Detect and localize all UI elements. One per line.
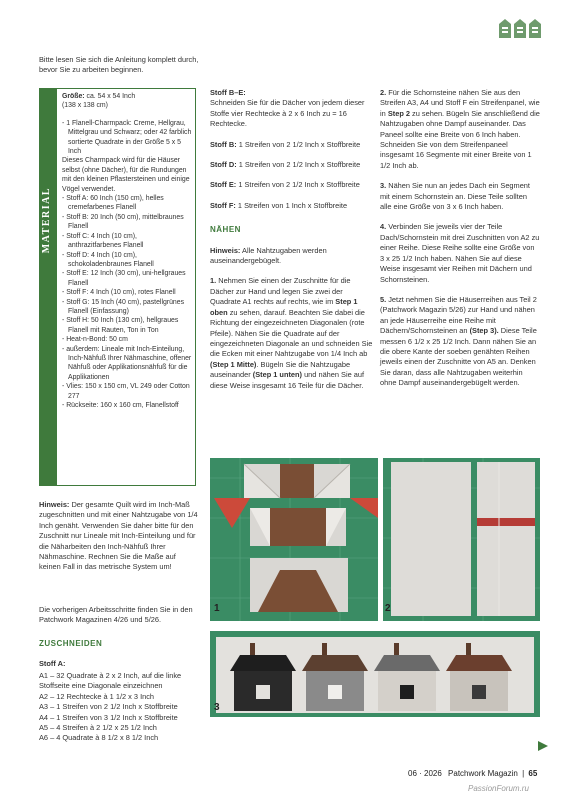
stoff-d-text: 1 Streifen von 2 1/2 Inch x Stoffbreite (236, 160, 361, 170)
material-item: - Stoff B: 20 Inch (50 cm), mittelbraunes Flanell (62, 213, 184, 231)
step-4-number: 4. (380, 222, 387, 232)
step-1-text: zu sehen, darauf. Beachten Sie dabei die Richtung der eingezeichneten Diagonalen (rote Pfeile). Nähen Sie die Quadrate auf der eingezeichneten Diagonale an und schneiden Sie die Ecken mit einer Nahtzugabe von 1/4 Inch ab (210, 307, 373, 359)
material-item: - 1 Flanell-Charmpack: Creme, Hellgrau, Mittelgrau und Schwarz; oder 42 farblich sortierte Quadrate in der Größe 5 x 5 Inch (62, 119, 192, 156)
stoff-e-line (210, 180, 373, 190)
step-1-text: . Bügeln Sie die Nahtzugabe auseinander (210, 359, 351, 380)
material-item: - Rückseite: 160 x 160 cm, Flanellstoff (62, 402, 179, 409)
naehen-hinweis (210, 246, 373, 267)
step-2-photo (383, 458, 540, 621)
page-footer (408, 769, 537, 779)
step-1-ref: (Step 1 Mitte) (210, 359, 257, 369)
step-2-text: Für die Schornsteine nähen Sie aus den Streifen A3, A4 und Stoff F ein Streifenpanel, wie in (380, 88, 540, 118)
stoff-e-text: 1 Streifen von 2 1/2 Inch x Stoffbreite (236, 180, 360, 190)
stoff-e-label: Stoff E: (210, 180, 237, 190)
material-item: - Heat-n-Bond: 50 cm (62, 336, 128, 344)
stoff-be-label: Stoff B–E: (210, 88, 246, 97)
step-5-text: Diese Teile messen 6 1/2 x 25 1/2 Inch. Dann nähen Sie an die obere Kante der soeben genähten Reihen jeweils einen der Zuschnitte von A5 an. Denken Sie daran, dass alle Nahtzugaben weiterhin ohne Dampf auseinandergebügelt werden. (380, 326, 537, 388)
next-page-arrow-icon[interactable] (537, 740, 549, 752)
step-1-text: Nehmen Sie einen der Zuschnitte für die Dächer zur Hand und legen Sie zwei der Quadrate A1 rechts auf rechts, wie im (210, 276, 351, 307)
house-logo-icon (498, 17, 542, 39)
photo-1-number: 1 (214, 603, 220, 614)
column-2 (210, 88, 373, 391)
stoff-d-label: Stoff D: (210, 160, 237, 170)
naehen-heading: NÄHEN (210, 225, 241, 235)
material-item: - Stoff C: 4 Inch (10 cm), anthrazitfarbenes Flanell (62, 232, 144, 250)
step-1-photo (210, 458, 378, 621)
step-3-number: 3. (380, 181, 387, 191)
step-2-number: 2. (380, 88, 387, 97)
cutting-list (39, 671, 199, 744)
stoff-b-label: Stoff B: (210, 139, 237, 149)
naehen-hinweis-text: Alle Nahtzugaben werden auseinandergebügelt. (210, 245, 327, 266)
column-3 (380, 88, 540, 389)
step-5-ref: (Step 3). (469, 326, 499, 336)
naehen-hinweis-label: Hinweis: (210, 245, 241, 255)
step-3-text: Nähen Sie nun an jedes Dach ein Segment mit einem Schornstein an. Diese Teile sollten alle eine Größe von 3 x 6 Inch haben. (380, 181, 530, 212)
step-1-number: 1. (210, 276, 217, 286)
material-box (39, 88, 196, 486)
previous-issues-note: Die vorherigen Arbeitsschritte finden Sie in den Patchwork Magazinen 4/26 und 5/26. (39, 605, 193, 625)
material-item: - Vlies: 150 x 150 cm, VL 249 oder Cotton 277 (62, 383, 190, 400)
size-label: Größe: (62, 93, 85, 100)
intro-text: Bitte lesen Sie sich die Anleitung komplett durch, bevor Sie zu arbeiten beginnen. (39, 55, 199, 75)
material-band (40, 89, 57, 485)
footer-separator: | (522, 769, 525, 778)
step-5-text: Jetzt nehmen Sie die Häuserreihen aus Teil 2 (Patchwork Magazin 5/26) zur Hand und nähen an jede Häuserreihe eine Reihe mit Dächern/Schornsteinen an (380, 294, 537, 336)
material-item: Dieses Charmpack wird für die Häuser selbst (ohne Dächer), für die Rundungen mit den kleinen Pflastersteinen und einige Vögel verwendet. (62, 157, 190, 193)
step-1-ref: Step 1 oben (210, 297, 358, 317)
stoff-f-text: 1 Streifen von 1 Inch x Stoffbreite (235, 200, 348, 210)
step-3-paragraph (380, 181, 540, 212)
cutting-line: A6 – 4 Quadrate à 8 1/2 x 8 1/2 Inch (39, 733, 159, 743)
step-1-paragraph (210, 276, 373, 390)
material-item: - außerdem: Lineale mit Inch-Einteilung, Inch-Nähfuß Ihrer Nähmaschine, offener Nähfuß oder Applikationsnähfuß für die Applikationen (62, 345, 192, 381)
cutting-line: A5 – 4 Streifen à 2 1/2 x 25 1/2 Inch (39, 723, 157, 733)
step-2-paragraph (380, 88, 540, 171)
stoff-f-label: Stoff F: (210, 200, 236, 210)
photo-3-number: 3 (214, 702, 220, 713)
zuschneiden-heading: ZUSCHNEIDEN (39, 639, 103, 648)
step-4-paragraph (380, 222, 540, 284)
magazine-name: Patchwork Magazin (448, 769, 518, 778)
cutting-line: A3 – 1 Streifen von 2 1/2 Inch x Stoffbreite (39, 702, 178, 712)
material-item: - Stoff G: 15 Inch (40 cm), pastellgrünes Flanell (Einfassung) (62, 298, 185, 315)
step-5-paragraph (380, 295, 540, 389)
step-2-ref: Step 2 (387, 108, 410, 118)
cutting-line: A2 – 12 Rechtecke à 1 1/2 x 3 Inch (39, 691, 155, 701)
size-cm: (138 x 138 cm) (62, 102, 108, 110)
hinweis-text: Der gesamte Quilt wird im Inch-Maß zugeschnitten und mit einer Nahtzugabe von 1/4 Inch genäht. Verwenden Sie daher bitte für den Zuschnitt nur Lineale mit Inch-Einteilung und für die Näharbeiten den Inch-Nähfuß Ihrer Nähmaschine. Rechnen Sie die Maße auf keinen Fall in das metrische System um! (39, 500, 198, 572)
hinweis-paragraph (39, 500, 199, 573)
page-number: 65 (528, 769, 538, 778)
cutting-line: A1 – 32 Quadrate à 2 x 2 Inch, auf die linke Stoffseite eine Diagonale einzeichnen (39, 671, 182, 691)
step-1-text: und nähen Sie auf diese Weise insgesamt 16 Teile für die Dächer. (210, 370, 365, 390)
stoff-f-line (210, 201, 373, 211)
material-item: - Stoff A: 60 Inch (150 cm), helles cremefarbenes Flanell (62, 195, 164, 212)
photo-2-number: 2 (385, 603, 391, 614)
issue-number: 06 · 2026 (408, 769, 442, 778)
stoff-b-text: 1 Streifen von 2 1/2 Inch x Stoffbreite (236, 139, 361, 149)
step-2-text: zu sehen. Bügeln Sie anschließend die Nahtzugaben ohne Dampf auseinander. Das Paneel sollte eine Breite von 6 Inch haben. Schneiden Sie von dem Streifenpaneel insgesamt 16 Segmente mit einer Breite von 1 1/2 Inch ab. (380, 108, 540, 170)
material-item: - Stoff D: 4 Inch (10 cm), schokoladenbraunes Flanell (62, 251, 154, 268)
cutting-line: A4 – 1 Streifen von 3 1/2 Inch x Stoffbreite (39, 712, 178, 722)
material-item: - Stoff F: 4 Inch (10 cm), rotes Flanell (62, 289, 176, 297)
material-item: - Stoff E: 12 Inch (30 cm), uni-hellgraues Flanell (62, 270, 186, 287)
step-3-photo (210, 631, 540, 717)
stoff-a-label: Stoff A: (39, 659, 66, 668)
stoff-d-line (210, 160, 373, 170)
stoff-b-line (210, 140, 373, 150)
material-list (62, 92, 192, 410)
material-heading: MATERIAL (41, 187, 52, 254)
step-5-number: 5. (380, 294, 387, 304)
watermark: PassionForum.ru (468, 784, 529, 793)
material-item: - Stoff H: 50 Inch (130 cm), hellgraues Flanell mit Rauten, Ton in Ton (62, 317, 179, 334)
step-1-ref: (Step 1 unten) (252, 370, 303, 380)
step-4-text: Verbinden Sie jeweils vier der Teile Dach/Schornstein mit drei Zuschnitten von A2 zu einer Reihe. Diese Reihe sollte eine Größe von 3 x 25 1/2 Inch haben. Nähen Sie auf diese Weise insgesamt vier Reihen mit Dächern und Schornsteinen. (380, 222, 540, 284)
hinweis-label: Hinweis: (39, 500, 70, 509)
size-value: ca. 54 x 54 Inch (84, 93, 136, 100)
stoff-be-text: Schneiden Sie für die Dächer von jedem dieser Stoffe vier Rechtecke à 2 x 6 Inch zu = 16 Rechtecke. (210, 98, 365, 129)
